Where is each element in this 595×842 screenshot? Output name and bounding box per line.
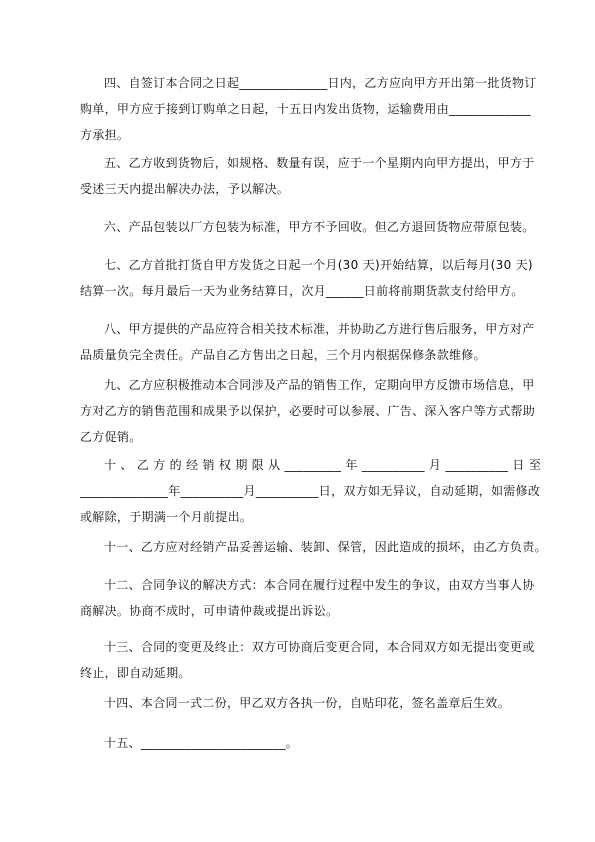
- clause-4-line-1: 四、自签订本合同之日起______________日内，乙方应向甲方开出第一批货物订: [104, 76, 537, 90]
- clause-6-line-1: 六、产品包装以厂方包装为标准，甲方不予回收。但乙方退回货物应带原包装。: [104, 220, 535, 234]
- clause-9-line-1: 九、乙方应积极推动本合同涉及产品的销售工作，定期向甲方反馈市场信息，甲: [104, 378, 535, 392]
- clause-10-line-2: ______________年__________月__________日，双方如无异议，自动延期，如需修改: [80, 484, 541, 498]
- clause-13-line-1: 十三、合同的变更及终止：双方可协商后变更合同，本合同双方如无提出变更或: [104, 640, 535, 654]
- clause-4-line-3: 方承担。: [80, 128, 130, 142]
- clause-8-line-1: 八、甲方提供的产品应符合相关技术标准，并协助乙方进行售后服务，甲方对产: [104, 322, 535, 336]
- clause-8-line-2: 品质量负完全责任。产品自乙方售出之日起，三个月内根据保修条款维修。: [80, 348, 486, 362]
- clause-10-line-3: 或解除，于期满一个月前提出。: [80, 510, 253, 524]
- clause-4-line-2: 购单，甲方应于接到订购单之日起，十五日内发出货物，运输费用由_____________: [80, 102, 531, 116]
- clause-9-line-3: 乙方促销。: [80, 430, 142, 444]
- clause-5-line-1: 五、乙方收到货物后，如规格、数量有误，应于一个星期内向甲方提出，甲方于: [104, 156, 535, 170]
- clause-11-line-1: 十一、乙方应对经销产品妥善运输、装卸、保管，因此造成的损坏，由乙方负责。: [104, 540, 547, 554]
- clause-14-line-1: 十四、本合同一式二份，甲乙双方各执一份，自贴印花，签名盖章后生效。: [104, 696, 510, 710]
- clause-13-line-2: 终止，即自动延期。: [80, 666, 191, 680]
- clause-12-line-1: 十二、合同争议的解决方式：本合同在履行过程中发生的争议，由双方当事人协: [104, 578, 535, 592]
- clause-15-line-1: 十五、_______________________。: [104, 736, 299, 750]
- clause-7-line-2: 结算一次。每月最后一天为业务结算日，次月______日前将前期货款支付给甲方。: [80, 284, 524, 298]
- clause-7-line-1: 七、乙方首批打货自甲方发货之日起一个月(30 天)开始结算，以后每月(30 天): [104, 258, 533, 272]
- clause-12-line-2: 商解决。协商不成时，可申请仲裁或提出诉讼。: [80, 604, 339, 618]
- clause-10-line-1: 十 、 乙 方 的 经 销 权 期 限 从 _________ 年 __________ 月 __________ 日 至: [104, 458, 542, 472]
- clause-5-line-2: 受述三天内提出解决办法，予以解决。: [80, 182, 290, 196]
- clause-9-line-2: 方对乙方的销售范围和成果予以保护，必要时可以参展、广告、深入客户等方式帮助: [80, 404, 536, 418]
